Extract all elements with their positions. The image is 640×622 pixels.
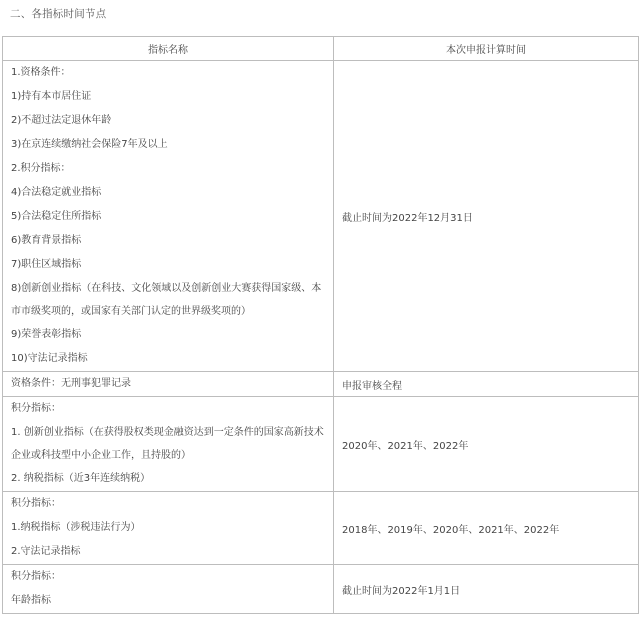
indicator-line: 2. 纳税指标（近3年连续纳税） xyxy=(11,473,151,484)
table-row xyxy=(3,397,639,492)
indicator-cell xyxy=(3,397,334,492)
indicator-line: 积分指标： xyxy=(11,498,61,509)
indicator-cell xyxy=(3,372,334,397)
header-indicator-name: 指标名称 xyxy=(3,37,334,61)
indicator-line: 6)教育背景指标 xyxy=(11,235,82,246)
indicator-line: 4)合法稳定就业指标 xyxy=(11,187,102,198)
indicator-cell xyxy=(3,565,334,614)
indicator-line: 年龄指标 xyxy=(11,595,51,606)
indicator-line: 1. 创新创业指标（在获得股权类现金融资达到一定条件的国家高新技术企业或科技型中小企业工作，且持股的） xyxy=(11,427,324,461)
indicator-line: 2)不超过法定退休年龄 xyxy=(11,115,112,126)
indicator-line: 8)创新创业指标（在科技、文化领域以及创新创业大赛获得国家级、本市市级奖项的，或国家有关部门认定的世界级奖项的） xyxy=(11,283,322,317)
header-calc-time: 本次申报计算时间 xyxy=(334,37,639,61)
indicator-line: 积分指标： xyxy=(11,403,61,414)
indicator-line: 7)职住区域指标 xyxy=(11,259,82,270)
calc-time-cell: 截止时间为2022年1月1日 xyxy=(334,565,639,614)
indicator-line: 积分指标： xyxy=(11,571,61,582)
table-row xyxy=(3,565,639,614)
indicator-line: 资格条件：无刑事犯罪记录 xyxy=(11,378,131,389)
indicator-line: 2.守法记录指标 xyxy=(11,546,81,557)
calc-time-cell: 2018年、2019年、2020年、2021年、2022年 xyxy=(334,492,639,565)
table-header-row xyxy=(3,37,639,61)
calc-time-cell: 截止时间为2022年12月31日 xyxy=(334,61,639,372)
indicator-line: 2.积分指标： xyxy=(11,163,71,174)
indicator-line: 1.资格条件： xyxy=(11,67,71,78)
indicator-line: 9)荣誉表彰指标 xyxy=(11,329,82,340)
indicator-line: 5)合法稳定住所指标 xyxy=(11,211,102,222)
indicator-line: 1)持有本市居住证 xyxy=(11,91,92,102)
calc-time-cell: 2020年、2021年、2022年 xyxy=(334,397,639,492)
table-row xyxy=(3,492,639,565)
table-row xyxy=(3,61,639,372)
table-row xyxy=(3,372,639,397)
indicator-cell xyxy=(3,61,334,372)
section-title: 二、各指标时间节点 xyxy=(10,8,107,20)
calc-time-cell: 申报审核全程 xyxy=(334,372,639,397)
indicator-cell xyxy=(3,492,334,565)
indicator-time-table xyxy=(2,36,639,614)
indicator-line: 1.纳税指标（涉税违法行为） xyxy=(11,522,141,533)
indicator-line: 10)守法记录指标 xyxy=(11,353,88,364)
indicator-line: 3)在京连续缴纳社会保险7年及以上 xyxy=(11,139,168,150)
